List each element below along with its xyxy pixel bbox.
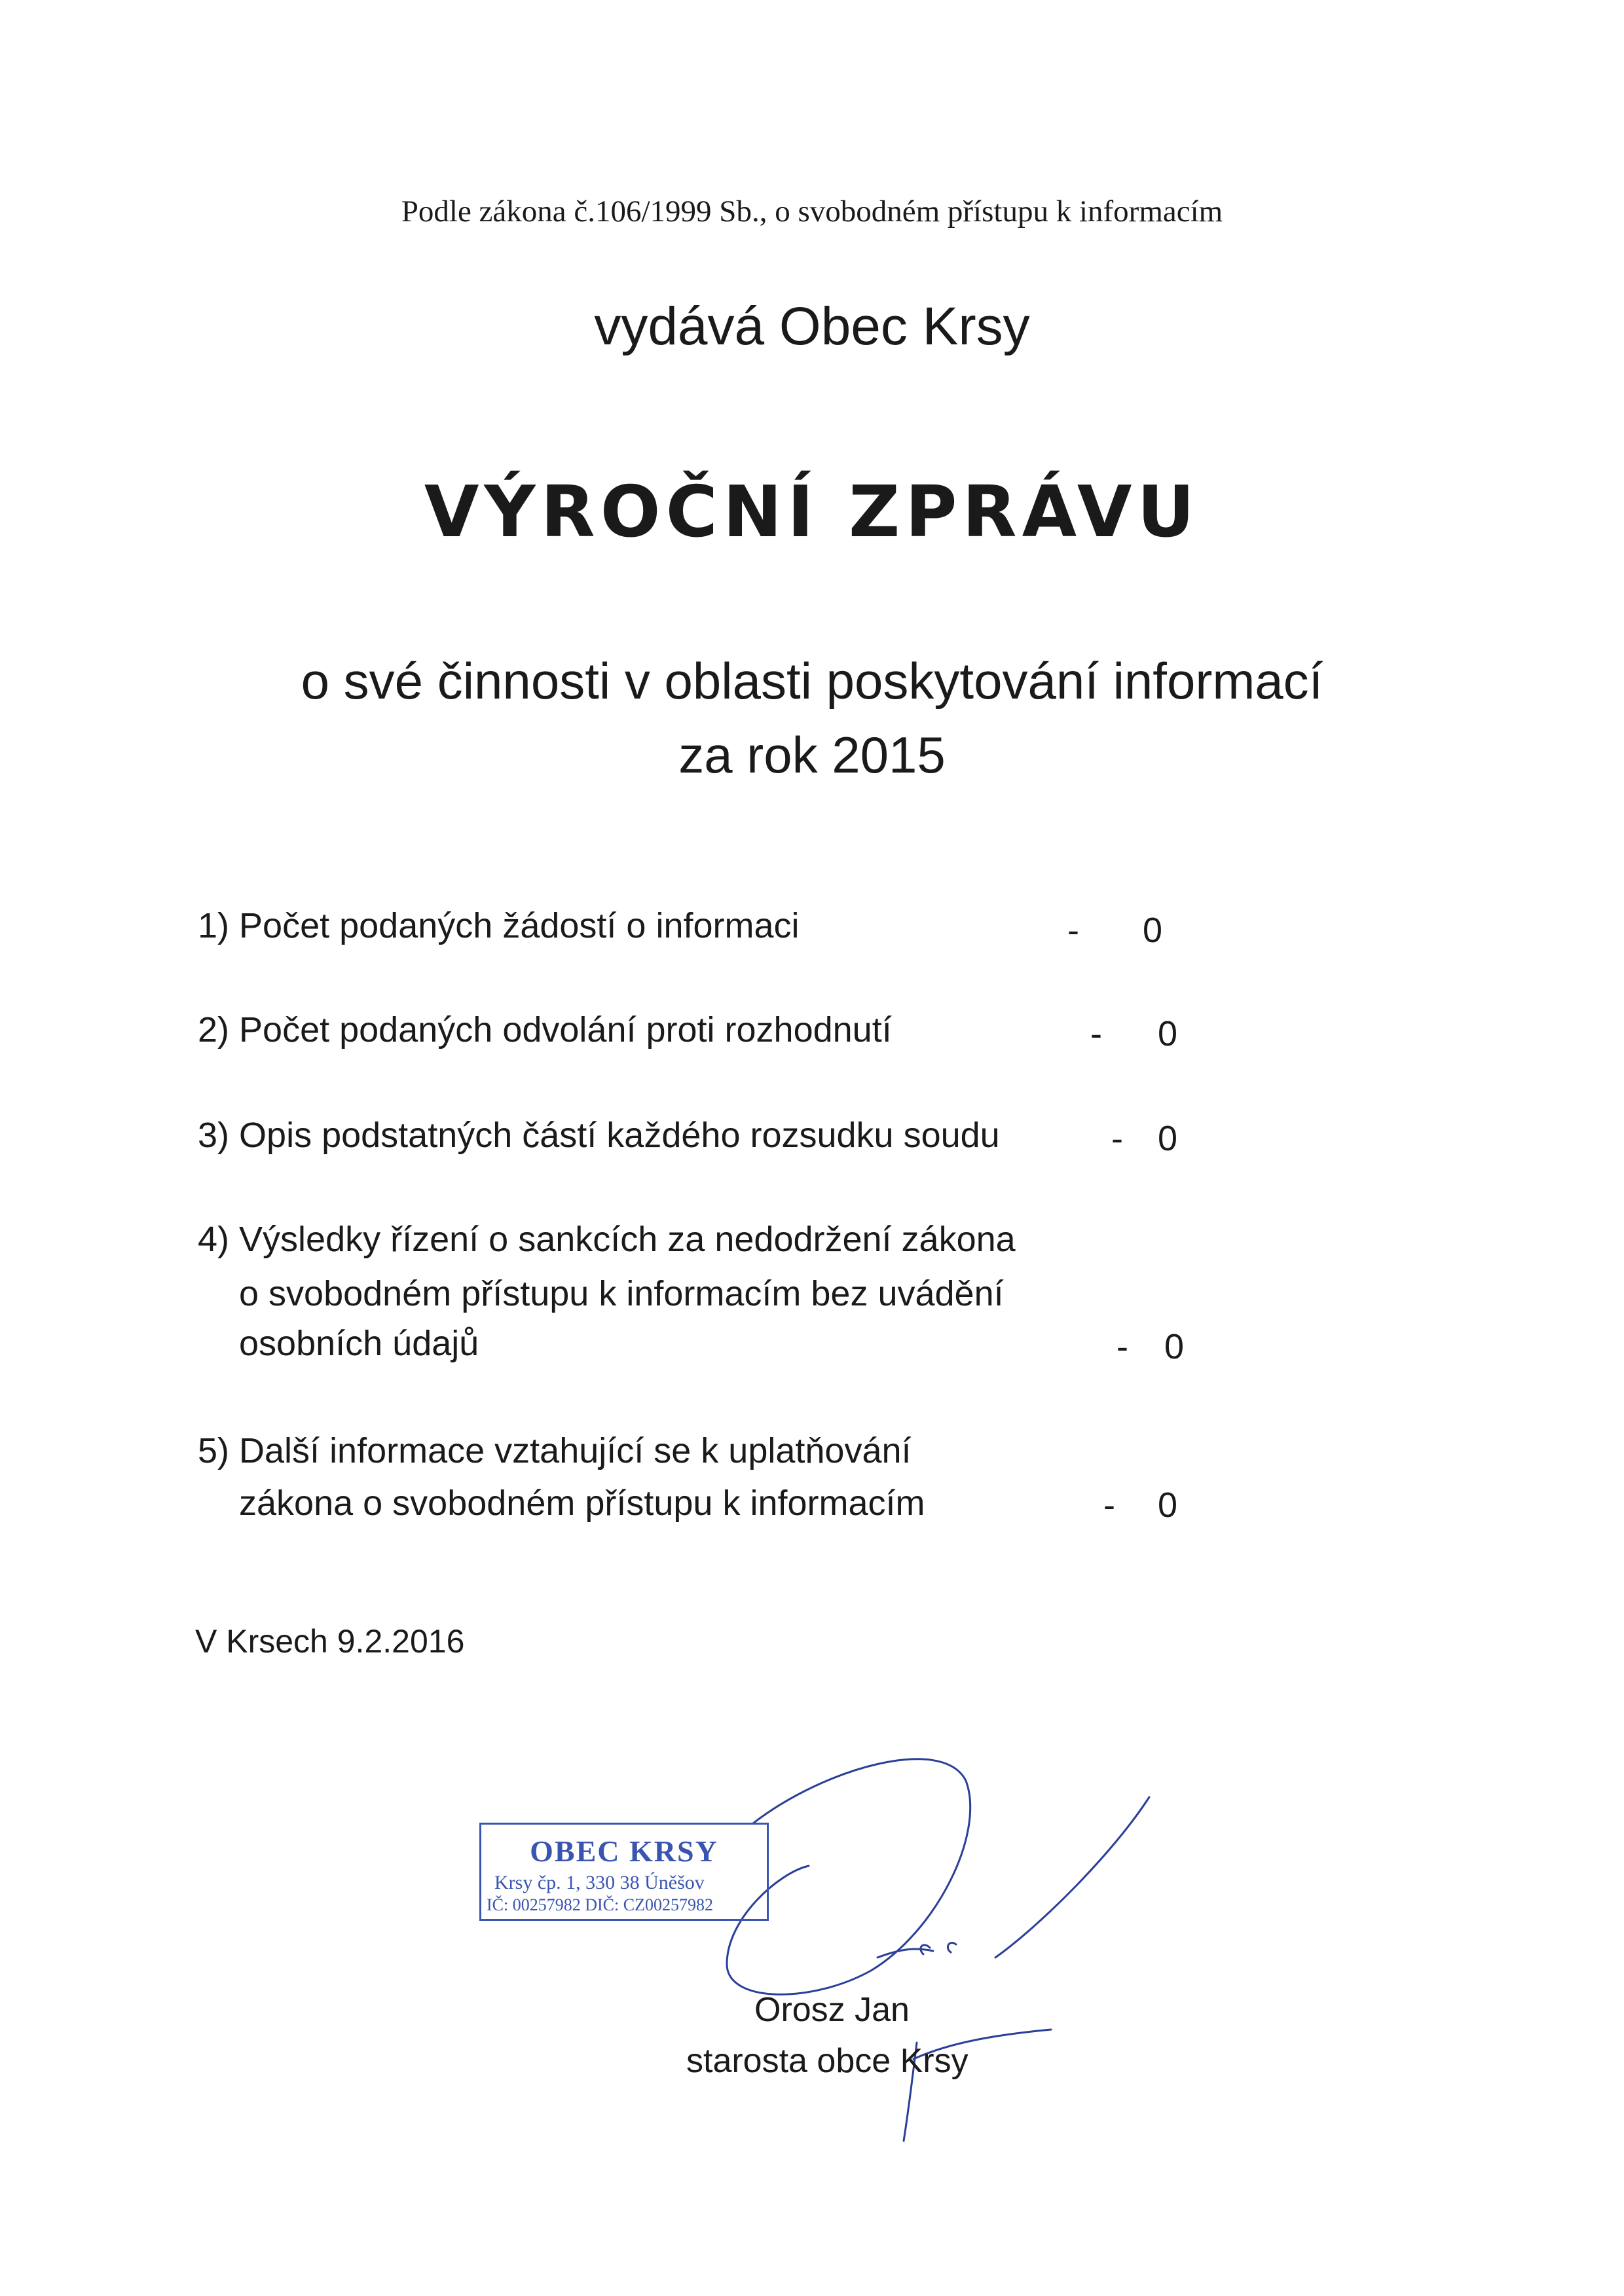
- item-value: 0: [1158, 1014, 1178, 1053]
- item-number: 1): [198, 906, 230, 945]
- item-value: 0: [1158, 1485, 1178, 1525]
- place-and-date: V Krsech 9.2.2016: [195, 1623, 465, 1660]
- signature-stroke: [877, 1949, 933, 1958]
- item-text: Opis podstatných částí každého rozsudku soudu: [239, 1116, 1000, 1155]
- item-text: Počet podaných žádostí o informaci: [239, 906, 800, 945]
- list-item-4-line-3: osobních údajů: [239, 1324, 479, 1363]
- stamp-address: Krsy čp. 1, 330 38 Úněšov: [494, 1872, 705, 1893]
- subtitle-line-2: za rok 2015: [678, 726, 946, 784]
- item-dash: -: [1090, 1014, 1102, 1053]
- item-value: 0: [1143, 911, 1163, 950]
- item-number: 2): [198, 1010, 230, 1049]
- item-dash: -: [1116, 1327, 1128, 1366]
- signer-role: starosta obce Krsy: [686, 2042, 969, 2080]
- item-number: 4): [198, 1220, 230, 1259]
- item-dash: -: [1103, 1485, 1115, 1525]
- stamp-ids: IČ: 00257982 DIČ: CZ00257982: [487, 1895, 713, 1914]
- item-value: 0: [1164, 1327, 1185, 1366]
- law-reference: Podle zákona č.106/1999 Sb., o svobodném přístupu k informacím: [401, 194, 1223, 228]
- stamp-name: OBEC KRSY: [530, 1834, 718, 1868]
- signature-c2: [948, 1942, 956, 1952]
- item-dash: -: [1111, 1119, 1123, 1158]
- item-number: 5): [198, 1431, 230, 1470]
- item-number: 3): [198, 1116, 230, 1155]
- item-text: Výsledky řízení o sankcích za nedodržení zákona: [239, 1220, 1016, 1259]
- item-text: Další informace vztahující se k uplatňování: [239, 1431, 912, 1470]
- list-item-5-line-2: zákona o svobodném přístupu k informacím: [239, 1484, 925, 1523]
- report-title: VÝROČNÍ ZPRÁVU: [424, 471, 1200, 553]
- item-text: Počet podaných odvolání proti rozhodnutí: [239, 1010, 892, 1049]
- issuer-heading: vydává Obec Krsy: [594, 297, 1030, 356]
- list-item-4-line-2: o svobodném přístupu k informacím bez uvádění: [239, 1274, 1004, 1313]
- signer-name: Orosz Jan: [754, 1991, 910, 2029]
- item-dash: -: [1067, 911, 1079, 950]
- signature-slash: [995, 1797, 1149, 1958]
- item-value: 0: [1158, 1119, 1178, 1158]
- subtitle-line-1: o své činnosti v oblasti poskytování informací: [301, 652, 1323, 710]
- official-stamp: [479, 1823, 769, 1921]
